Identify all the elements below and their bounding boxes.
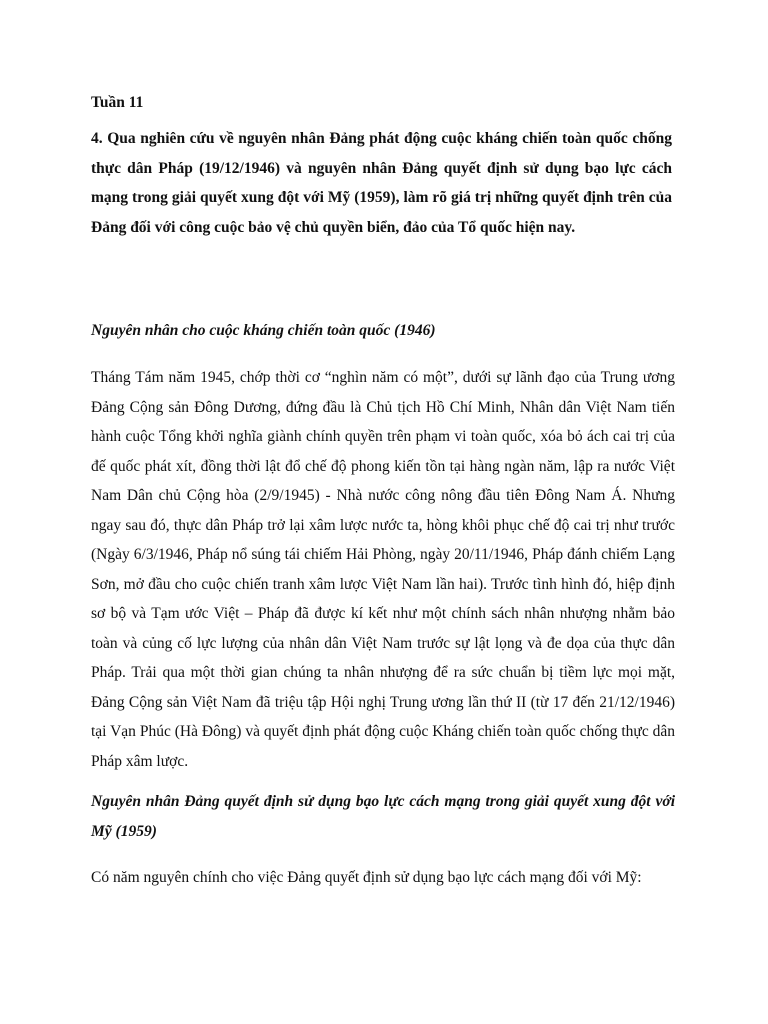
- week-label: Tuần 11: [91, 94, 144, 111]
- section2-intro: Có năm nguyên chính cho việc Đảng quyết định sử dụng bạo lực cách mạng đối với Mỹ:: [91, 869, 642, 886]
- section2-heading: Nguyên nhân Đảng quyết định sử dụng bạo lực cách mạng trong giải quyết xung đột với Mỹ (1959): [91, 793, 675, 840]
- section1-body: Tháng Tám năm 1945, chớp thời cơ “nghìn năm có một”, dưới sự lãnh đạo của Trung ương Đảng Cộng sản Đông Dương, đứng đầu là Chủ tịch Hồ Chí Minh, Nhân dân Việt Nam tiến hành cuộc Tổng khởi nghĩa giành chính quyền trên phạm vi toàn quốc, xóa bỏ ách cai trị của đế quốc phát xít, đồng thời lật đổ chế độ phong kiến tồn tại hàng ngàn năm, lập ra nước Việt Nam Dân chủ Cộng hòa (2/9/1945) - Nhà nước công nông đầu tiên Đông Nam Á. Nhưng ngay sau đó, thực dân Pháp trở lại xâm lược nước ta, hòng khôi phục chế độ cai trị như trước (Ngày 6/3/1946, Pháp nổ súng tái chiếm Hải Phòng, ngày 20/11/1946, Pháp đánh chiếm Lạng Sơn, mở đầu cho cuộc chiến tranh xâm lược Việt Nam lần hai). Trước tình hình đó, hiệp định sơ bộ và Tạm ước Việt – Pháp đã được kí kết như một chính sách nhân nhượng nhằm bảo toàn và củng cố lực lượng của nhân dân Việt Nam trước sự lật lọng và đe dọa của thực dân Pháp. Trải qua một thời gian chúng ta nhân nhượng để ra sức chuẩn bị tiềm lực mọi mặt, Đảng Cộng sản Việt Nam đã triệu tập Hội nghị Trung ương lần thứ II (từ 17 đến 21/12/1946) tại Vạn Phúc (Hà Đông) và quyết định phát động cuộc Kháng chiến toàn quốc chống thực dân Pháp xâm lược.: [91, 369, 675, 770]
- question-text: 4. Qua nghiên cứu về nguyên nhân Đảng phát động cuộc kháng chiến toàn quốc chống thực dân Pháp (19/12/1946) và nguyên nhân Đảng quyết định sử dụng bạo lực cách mạng trong giải quyết xung đột với Mỹ (1959), làm rõ giá trị những quyết định trên của Đảng đối với công cuộc bảo vệ chủ quyền biển, đảo của Tổ quốc hiện nay.: [91, 130, 672, 236]
- section1-heading: Nguyên nhân cho cuộc kháng chiến toàn quốc (1946): [91, 322, 436, 339]
